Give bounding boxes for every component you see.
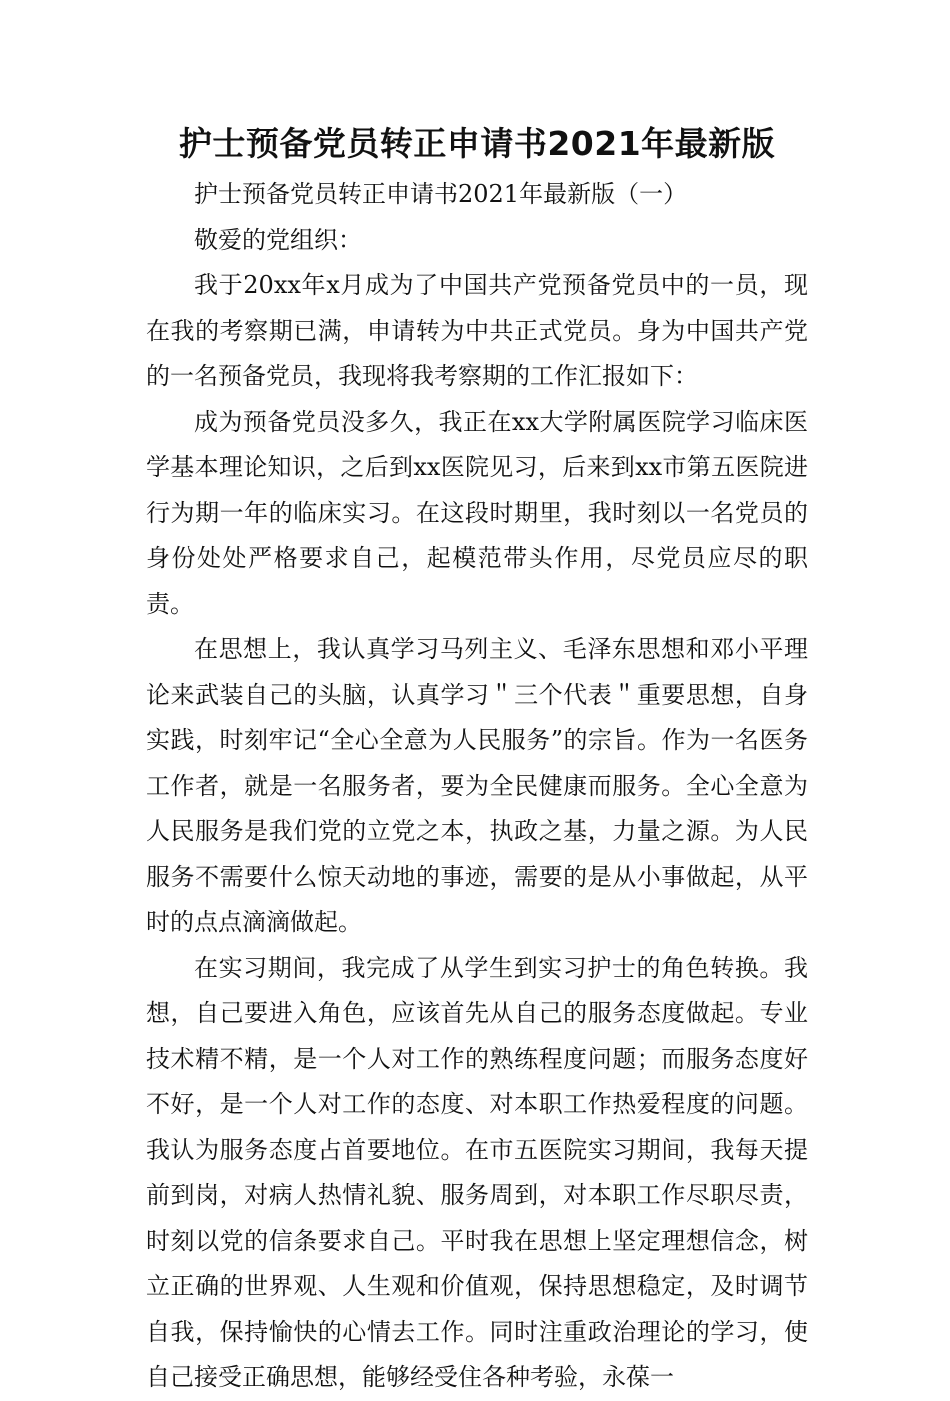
document-title: 护士预备党员转正申请书2021年最新版 [178,124,776,163]
salutation: 敬爱的党组织： [194,225,362,254]
document-subtitle: 护士预备党员转正申请书2021年最新版（一） [194,180,688,208]
paragraph-3: 在思想上，我认真学习马列主义、毛泽东思想和邓小平理论来武装自己的头脑，认真学习＂三个代表＂重要思想，自身实践，时刻牢记“全心全意为人民服务”的宗旨。作为一名医务工作者，就是一名服务者，要为全民健康而服务。全心全意为人民服务是我们党的立党之本，执政之基，力量之源。为人民服务不需要什么惊天动地的事迹，需要的是从小事做起，从平时的点点滴滴做起。 [146,635,808,936]
paragraph-4: 在实习期间，我完成了从学生到实习护士的角色转换。我想，自己要进入角色，应该首先从自己的服务态度做起。专业技术精不精，是一个人对工作的熟练程度问题；而服务态度好不好，是一个人对工作的态度、对本职工作热爱程度的问题。我认为服务态度占首要地位。在市五医院实习期间，我每天提前到岗，对病人热情礼貌、服务周到，对本职工作尽职尽责，时刻以党的信条要求自己。平时我在思想上坚定理想信念，树立正确的世界观、人生观和价值观，保持思想稳定，及时调节自我，保持愉快的心情去工作。同时注重政治理论的学习，使自己接受正确思想，能够经受住各种考验，永葆一 [146,953,808,1391]
paragraph-2: 成为预备党员没多久，我正在xx大学附属医院学习临床医学基本理论知识，之后到xx医院见习，后来到xx市第五医院进行为期一年的临床实习。在这段时期里，我时刻以一名党员的身份处处严格要求自己，起模范带头作用，尽党员应尽的职责。 [146,407,808,618]
paragraph-1: 我于20xx年x月成为了中国共产党预备党员中的一员，现在我的考察期已满，申请转为中共正式党员。身为中国共产党的一名预备党员，我现将我考察期的工作汇报如下： [146,271,808,390]
